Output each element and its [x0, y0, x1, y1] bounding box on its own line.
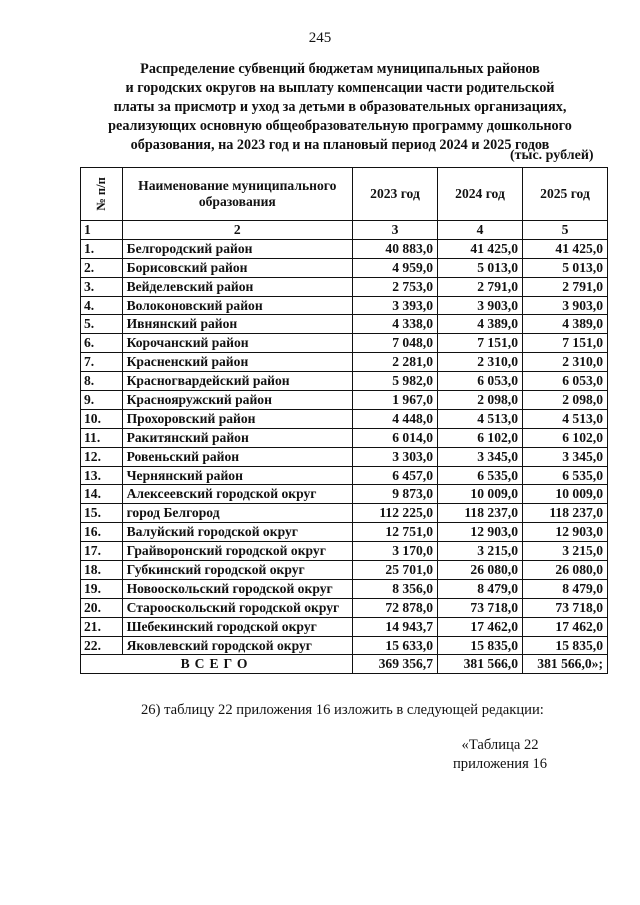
- title-line: образования, на 2023 год и на плановый период 2024 и 2025 годов: [130, 137, 550, 153]
- row-number: 14.: [81, 485, 123, 504]
- row-2023: 14 943,7: [353, 617, 438, 636]
- header-name: Наименование муниципального образования: [122, 168, 352, 221]
- row-number: 15.: [81, 504, 123, 523]
- row-2023: 3 170,0: [353, 542, 438, 561]
- row-2024: 26 080,0: [438, 561, 523, 580]
- row-2024: 3 215,0: [438, 542, 523, 561]
- row-number: 19.: [81, 579, 123, 598]
- total-2025: 381 566,0»;: [523, 655, 608, 674]
- row-name: Яковлевский городской округ: [122, 636, 352, 655]
- row-name: Краснояружский район: [122, 391, 352, 410]
- total-2023: 369 356,7: [353, 655, 438, 674]
- row-2025: 15 835,0: [523, 636, 608, 655]
- table-row: [81, 523, 608, 542]
- row-name: Губкинский городской округ: [122, 561, 352, 580]
- row-name: Корочанский район: [122, 334, 352, 353]
- row-name: Новооскольский городской округ: [122, 579, 352, 598]
- row-number: 22.: [81, 636, 123, 655]
- row-number: 16.: [81, 523, 123, 542]
- row-2023: 15 633,0: [353, 636, 438, 655]
- row-2024: 2 310,0: [438, 353, 523, 372]
- row-name: Шебекинский городской округ: [122, 617, 352, 636]
- index-cell: 2: [122, 221, 352, 240]
- row-2025: 5 013,0: [523, 258, 608, 277]
- row-2023: 7 048,0: [353, 334, 438, 353]
- row-number: 17.: [81, 542, 123, 561]
- row-2024: 4 389,0: [438, 315, 523, 334]
- title-line: и городских округов на выплату компенсации части родительской: [125, 80, 555, 96]
- title-line: Распределение субвенций бюджетам муниципальных районов: [140, 61, 540, 77]
- table-row: [81, 315, 608, 334]
- row-2025: 7 151,0: [523, 334, 608, 353]
- row-2024: 2 098,0: [438, 391, 523, 410]
- row-2024: 8 479,0: [438, 579, 523, 598]
- row-2025: 6 102,0: [523, 428, 608, 447]
- row-name: Борисовский район: [122, 258, 352, 277]
- table-header-row: [81, 168, 608, 221]
- row-name: Ивнянский район: [122, 315, 352, 334]
- row-2024: 7 151,0: [438, 334, 523, 353]
- table-row: [81, 428, 608, 447]
- row-2025: 2 310,0: [523, 353, 608, 372]
- row-number: 1.: [81, 239, 123, 258]
- row-2023: 40 883,0: [353, 239, 438, 258]
- row-2024: 4 513,0: [438, 409, 523, 428]
- row-2023: 3 393,0: [353, 296, 438, 315]
- row-2024: 2 791,0: [438, 277, 523, 296]
- row-2023: 72 878,0: [353, 598, 438, 617]
- reference-line: «Таблица 22: [461, 737, 539, 753]
- row-name: Прохоровский район: [122, 409, 352, 428]
- row-2024: 10 009,0: [438, 485, 523, 504]
- table-row: [81, 334, 608, 353]
- row-number: 9.: [81, 391, 123, 410]
- row-number: 13.: [81, 466, 123, 485]
- row-2025: 2 098,0: [523, 391, 608, 410]
- row-name: Волоконовский район: [122, 296, 352, 315]
- table-row: [81, 447, 608, 466]
- row-number: 2.: [81, 258, 123, 277]
- row-number: 7.: [81, 353, 123, 372]
- index-cell: 3: [353, 221, 438, 240]
- row-2023: 6 014,0: [353, 428, 438, 447]
- amendment-paragraph: 26) таблицу 22 приложения 16 изложить в следующей редакции:: [141, 702, 544, 718]
- row-2025: 17 462,0: [523, 617, 608, 636]
- table-row: [81, 391, 608, 410]
- row-name: город Белгород: [122, 504, 352, 523]
- row-2025: 118 237,0: [523, 504, 608, 523]
- table-row: [81, 353, 608, 372]
- row-2024: 5 013,0: [438, 258, 523, 277]
- table-row: [81, 372, 608, 391]
- row-2025: 10 009,0: [523, 485, 608, 504]
- table-row: [81, 542, 608, 561]
- row-name: Белгородский район: [122, 239, 352, 258]
- row-2023: 2 753,0: [353, 277, 438, 296]
- row-name: Валуйский городской округ: [122, 523, 352, 542]
- table-reference: [453, 736, 547, 774]
- row-2023: 5 982,0: [353, 372, 438, 391]
- row-2024: 17 462,0: [438, 617, 523, 636]
- row-2025: 3 903,0: [523, 296, 608, 315]
- table-row: [81, 579, 608, 598]
- subsidy-table: [80, 167, 608, 674]
- row-2023: 4 338,0: [353, 315, 438, 334]
- row-2023: 12 751,0: [353, 523, 438, 542]
- row-2023: 2 281,0: [353, 353, 438, 372]
- row-name: Ровеньский район: [122, 447, 352, 466]
- table-row: [81, 239, 608, 258]
- row-number: 6.: [81, 334, 123, 353]
- row-2025: 6 535,0: [523, 466, 608, 485]
- row-2024: 3 345,0: [438, 447, 523, 466]
- column-index-row: [81, 221, 608, 240]
- row-2024: 6 053,0: [438, 372, 523, 391]
- row-number: 18.: [81, 561, 123, 580]
- row-name: Грайворонский городской округ: [122, 542, 352, 561]
- row-2025: 8 479,0: [523, 579, 608, 598]
- header-2024: 2024 год: [438, 168, 523, 221]
- title-line: реализующих основную общеобразовательную программу дошкольного: [108, 118, 572, 134]
- table-row: [81, 409, 608, 428]
- row-2023: 4 448,0: [353, 409, 438, 428]
- row-2023: 6 457,0: [353, 466, 438, 485]
- row-2023: 8 356,0: [353, 579, 438, 598]
- row-2023: 112 225,0: [353, 504, 438, 523]
- units-label: (тыс. рублей): [510, 148, 594, 163]
- row-number: 21.: [81, 617, 123, 636]
- row-number: 12.: [81, 447, 123, 466]
- table-row: [81, 598, 608, 617]
- table-row: [81, 277, 608, 296]
- row-number: 20.: [81, 598, 123, 617]
- title-line: платы за присмотр и уход за детьми в образовательных организациях,: [113, 99, 567, 115]
- row-number: 3.: [81, 277, 123, 296]
- row-name: Алексеевский городской округ: [122, 485, 352, 504]
- row-name: Красногвардейский район: [122, 372, 352, 391]
- table-row: [81, 617, 608, 636]
- row-2023: 25 701,0: [353, 561, 438, 580]
- row-2025: 3 345,0: [523, 447, 608, 466]
- row-name: Старооскольский городской округ: [122, 598, 352, 617]
- table-row: [81, 636, 608, 655]
- row-2023: 1 967,0: [353, 391, 438, 410]
- table-row: [81, 296, 608, 315]
- row-2024: 73 718,0: [438, 598, 523, 617]
- row-number: 11.: [81, 428, 123, 447]
- header-number: № п/п: [81, 168, 123, 221]
- index-cell: 5: [523, 221, 608, 240]
- row-2025: 3 215,0: [523, 542, 608, 561]
- row-2024: 41 425,0: [438, 239, 523, 258]
- row-2024: 6 102,0: [438, 428, 523, 447]
- header-2023: 2023 год: [353, 168, 438, 221]
- row-2025: 73 718,0: [523, 598, 608, 617]
- table-row: [81, 485, 608, 504]
- page-number: 245: [308, 30, 332, 46]
- row-2024: 15 835,0: [438, 636, 523, 655]
- row-2025: 41 425,0: [523, 239, 608, 258]
- row-2024: 6 535,0: [438, 466, 523, 485]
- row-2023: 3 303,0: [353, 447, 438, 466]
- row-number: 10.: [81, 409, 123, 428]
- row-name: Красненский район: [122, 353, 352, 372]
- row-2023: 4 959,0: [353, 258, 438, 277]
- document-title: [80, 60, 600, 155]
- row-2025: 26 080,0: [523, 561, 608, 580]
- header-2025: 2025 год: [523, 168, 608, 221]
- row-number: 5.: [81, 315, 123, 334]
- row-2025: 12 903,0: [523, 523, 608, 542]
- table-row: [81, 466, 608, 485]
- row-2023: 9 873,0: [353, 485, 438, 504]
- row-2024: 12 903,0: [438, 523, 523, 542]
- table-row: [81, 504, 608, 523]
- row-number: 8.: [81, 372, 123, 391]
- row-name: Чернянский район: [122, 466, 352, 485]
- row-2024: 3 903,0: [438, 296, 523, 315]
- index-cell: 1: [81, 221, 123, 240]
- row-2025: 2 791,0: [523, 277, 608, 296]
- row-2025: 6 053,0: [523, 372, 608, 391]
- index-cell: 4: [438, 221, 523, 240]
- row-2024: 118 237,0: [438, 504, 523, 523]
- row-2025: 4 389,0: [523, 315, 608, 334]
- table-body: [81, 221, 608, 655]
- table-row: [81, 561, 608, 580]
- reference-line: приложения 16: [453, 756, 548, 772]
- row-name: Ракитянский район: [122, 428, 352, 447]
- row-2025: 4 513,0: [523, 409, 608, 428]
- table-row: [81, 258, 608, 277]
- total-row: [81, 655, 608, 674]
- row-number: 4.: [81, 296, 123, 315]
- row-name: Вейделевский район: [122, 277, 352, 296]
- total-2024: 381 566,0: [438, 655, 523, 674]
- total-label: ВСЕГО: [81, 655, 353, 674]
